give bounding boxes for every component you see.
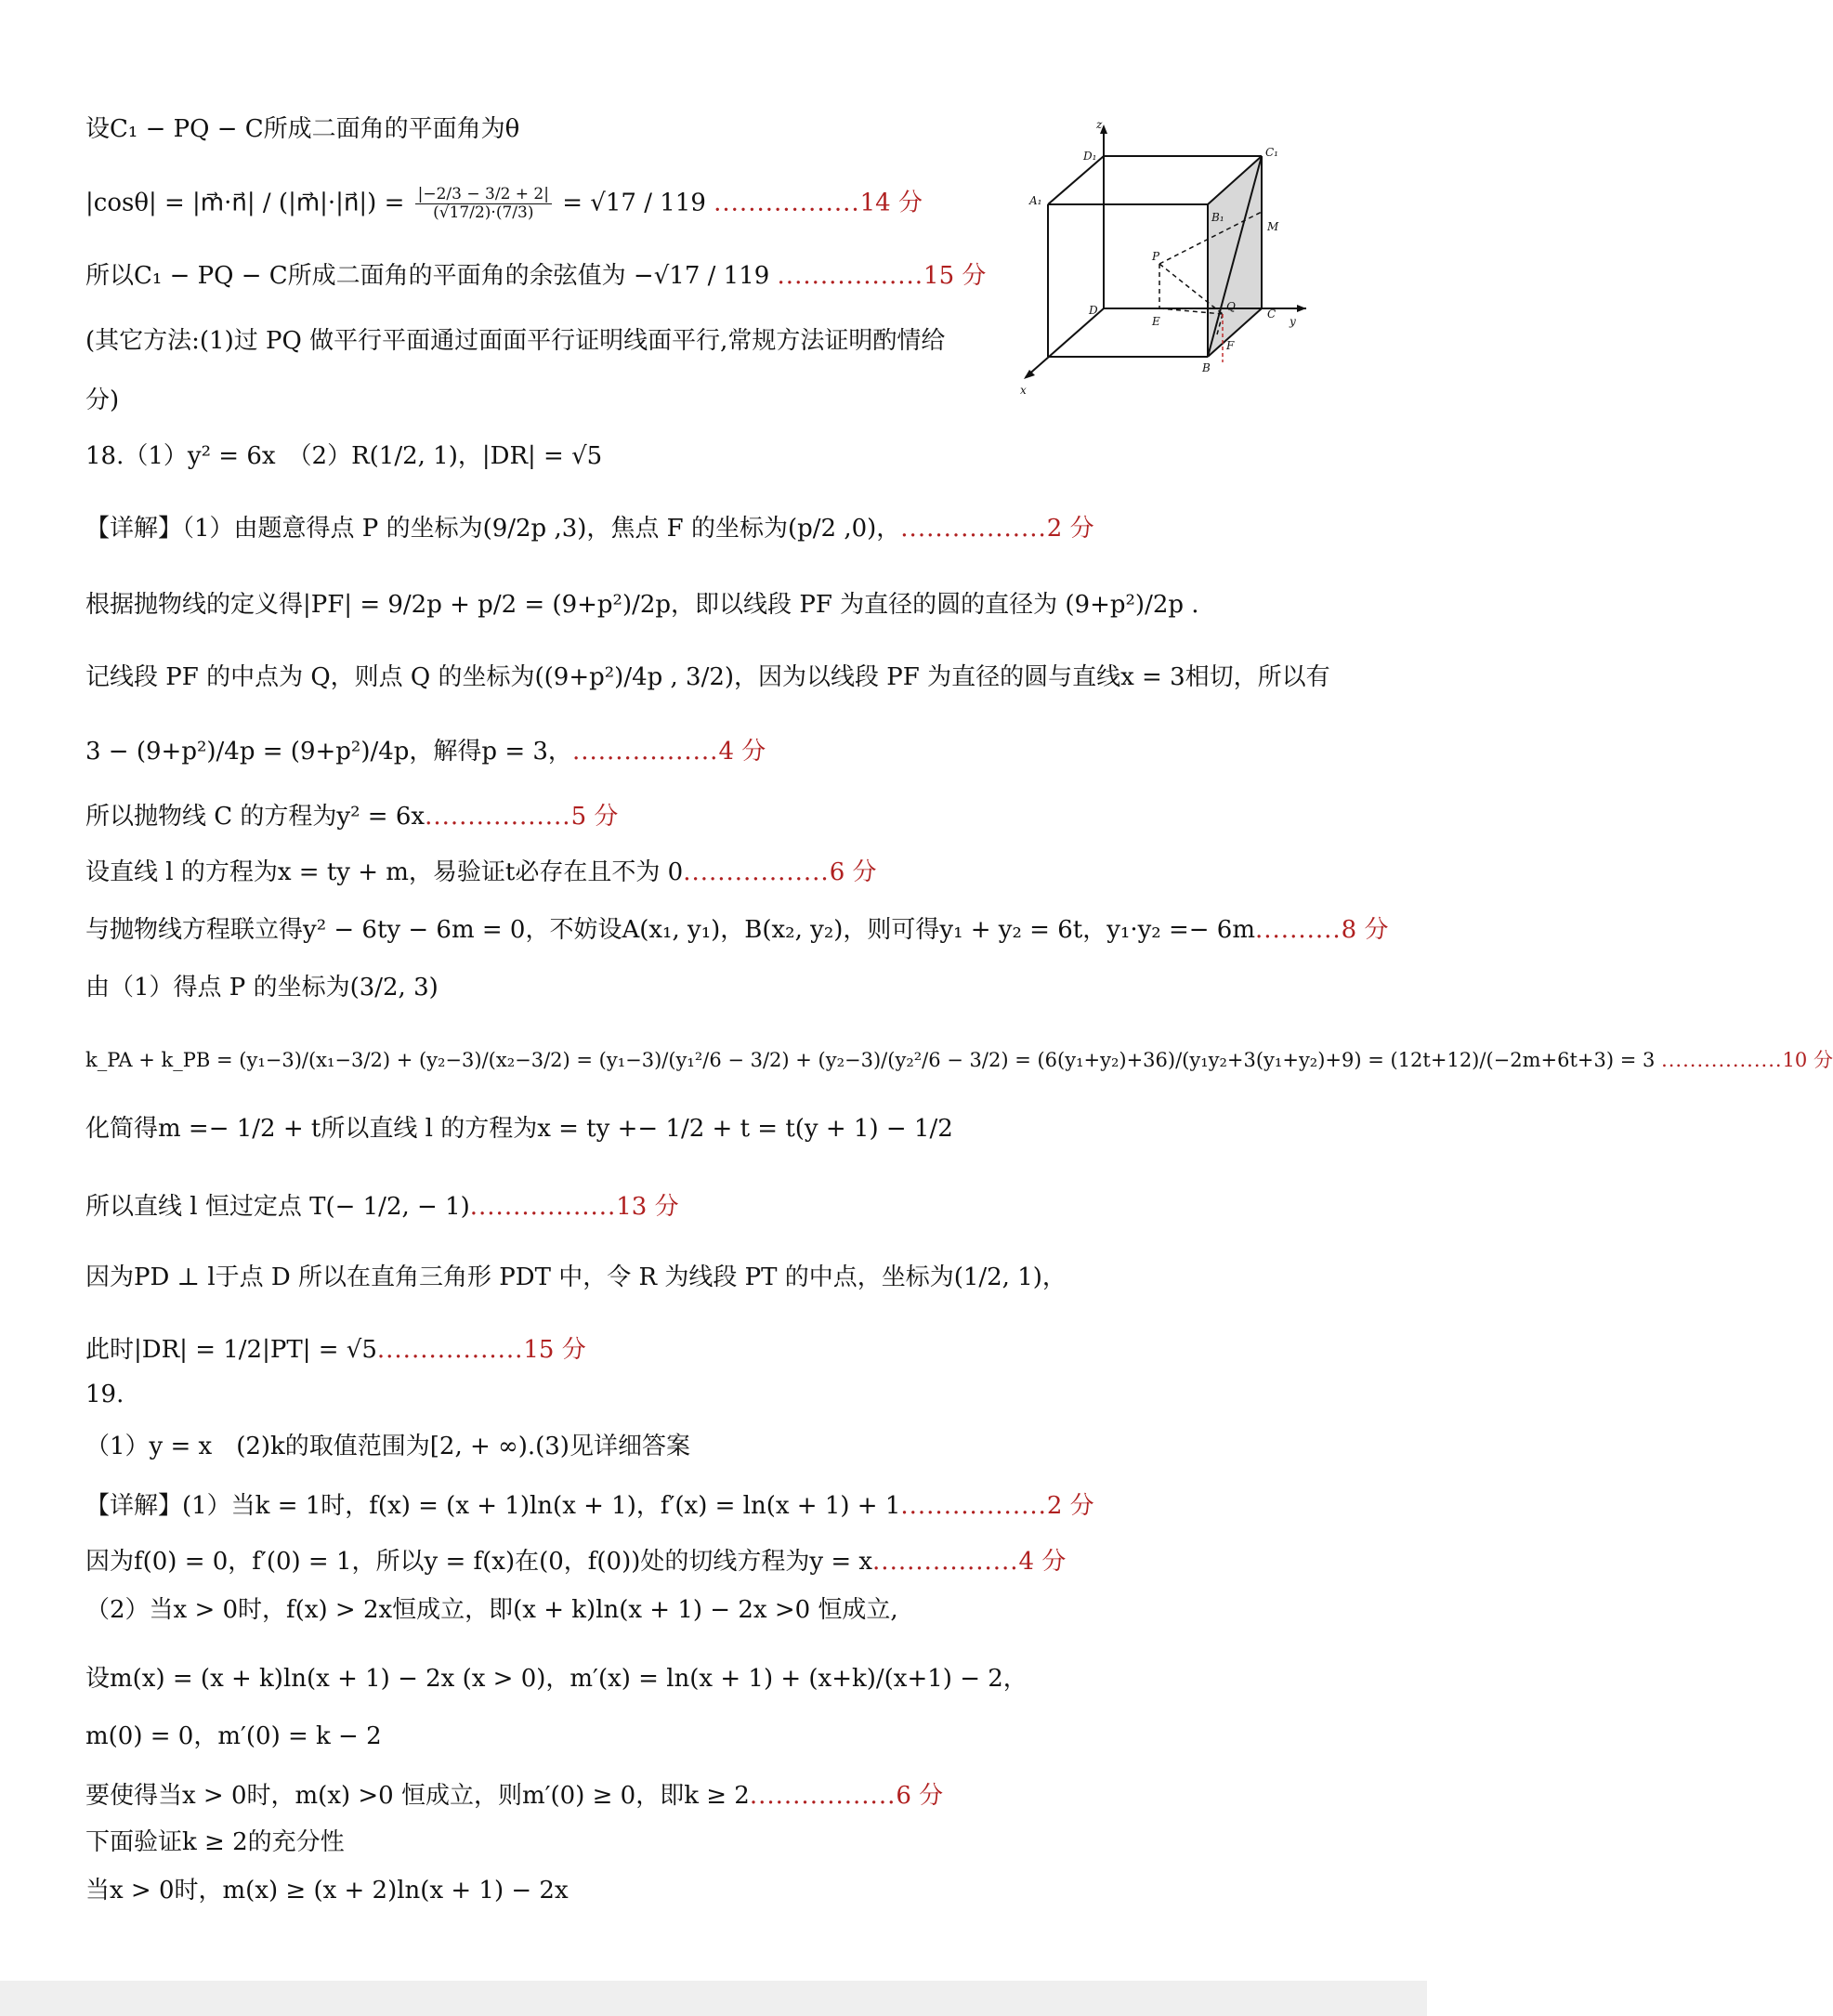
label-D1: D₁ — [1083, 150, 1097, 163]
cosine-value: −√17 / 119 — [633, 262, 770, 290]
score-5: 5 分 — [570, 803, 619, 831]
label-z: z — [1096, 118, 1103, 131]
line-q18-triangle: 因为PD ⊥ l于点 D 所以在直角三角形 PDT 中，令 R 为线段 PT 的中点，坐标为(1/2, 1)， — [85, 1263, 1067, 1291]
score-2: 2 分 — [1046, 515, 1094, 543]
line-q18-detail-1: 【详解】（1）由题意得点 P 的坐标为(9/2p ,3)，焦点 F 的坐标为(p/2 ,0)，.................2 分 — [85, 515, 1094, 543]
score-4b: 4 分 — [1018, 1548, 1067, 1576]
line-cos-theta — [85, 186, 923, 222]
label-Q: Q — [1226, 300, 1236, 313]
cos-theta-formula: |cosθ| = |m⃗·n⃗| / (|m⃗|·|n⃗|) = — [85, 189, 412, 217]
score-10: 10 分 — [1782, 1049, 1833, 1071]
label-C1: C₁ — [1265, 146, 1278, 159]
line-q19-answers: （1）y = x (2)k的取值范围为[2, + ∞).(3)见详细答案 — [85, 1433, 690, 1460]
label-y: y — [1290, 315, 1296, 328]
line-q19-inequality: 当x > 0时，m(x) ≥ (x + 2)ln(x + 1) − 2x — [85, 1877, 569, 1905]
line-q19-sufficiency: 下面验证k ≥ 2的充分性 — [85, 1828, 345, 1856]
line-q18-point-p: 由（1）得点 P 的坐标为(3/2, 3) — [85, 974, 439, 1001]
score-15: 15 分 — [923, 262, 987, 290]
label-D: D — [1089, 304, 1098, 317]
line-q18-parabola: 所以抛物线 C 的方程为y² = 6x.................5 分 — [85, 803, 619, 831]
line-q18-pf: 根据抛物线的定义得|PF| = 9/2p + p/2 = (9+p²)/2p，即以线段 PF 为直径的圆的直径为 (9+p²)/2p . — [85, 591, 1199, 619]
line-q19-part2: （2）当x > 0时，f(x) > 2x恒成立，即(x + k)ln(x + 1) − 2x >0 恒成立, — [85, 1596, 898, 1624]
score-8: 8 分 — [1341, 916, 1389, 944]
score-2b: 2 分 — [1046, 1492, 1094, 1520]
label-B1: B₁ — [1211, 211, 1224, 224]
cos-theta-middle-fraction: $\frac{|-2/3 - 3/2 + 2|}{(√17/2)\cdot(7/3)}$ — [415, 186, 552, 222]
page-bottom-strip — [0, 1981, 1427, 2016]
line-q18-midpoint: 记线段 PF 的中点为 Q，则点 Q 的坐标为((9+p²)/4p , 3/2)，因为以线段 PF 为直径的圆与直线x = 3相切，所以有 — [85, 663, 1330, 691]
line-q19-k-condition: 要使得当x > 0时，m(x) >0 恒成立，则m′(0) ≥ 0，即k ≥ 2.................6 分 — [85, 1782, 944, 1810]
line-cosine-value: 所以C₁ − PQ − C所成二面角的平面角的余弦值为 −√17 / 119 .................15 分 — [85, 262, 987, 290]
score-4: 4 分 — [718, 738, 766, 766]
line-other-method: (其它方法:(1)过 PQ 做平行平面通过面面平行证明线面平行,常规方法证明酌情给 — [85, 327, 946, 355]
line-q19-tangent: 因为f(0) = 0，f′(0) = 1，所以y = f(x)在(0，f(0))处的切线方程为y = x.................4 分 — [85, 1548, 1067, 1576]
line-q18-slopes: k_PA + k_PB = (y₁−3)/(x₁−3/2) + (y₂−3)/(x₂−3/2) = (y₁−3)/(y₁²/6 − 3/2) + (y₂−3)/(y₂²/6 − 3/2) = (6(y₁+y₂)+36)/(y₁y₂+3(y₁+y₂)+9) = (12t+12)/(−2m+6t+3) = 3 .................10 分 — [85, 1049, 1833, 1071]
line-q18-vieta: 与抛物线方程联立得y² − 6ty − 6m = 0，不妨设A(x₁, y₁)，B(x₂, y₂)，则可得y₁ + y₂ = 6t，y₁·y₂ =− 6m..........8 分 — [85, 916, 1389, 944]
label-x: x — [1020, 384, 1027, 397]
line-q18-dr: 此时|DR| = 1/2|PT| = √5.................15 分 — [85, 1336, 586, 1364]
line-q18-answers: 18.（1）y² = 6x （2）R(1/2, 1)，|DR| = √5 — [85, 442, 603, 470]
score-6b: 6 分 — [896, 1782, 944, 1810]
label-M: M — [1267, 220, 1279, 233]
label-A1: A₁ — [1029, 194, 1042, 207]
label-F: F — [1226, 339, 1235, 352]
line-q19-number: 19. — [85, 1381, 124, 1408]
cos-theta-result: = √17 / 119 — [562, 189, 706, 217]
line-other-method-cont: 分) — [85, 386, 120, 414]
line-q18-solve-p: 3 − (9+p²)/4p = (9+p²)/4p，解得p = 3，.................4 分 — [85, 738, 766, 766]
label-E: E — [1152, 315, 1160, 328]
label-C: C — [1267, 308, 1277, 321]
cube-figure — [1011, 119, 1308, 398]
line-dihedral-setup: 设C₁ − PQ − C所成二面角的平面角为θ — [85, 115, 520, 143]
line-q18-simplify: 化简得m =− 1/2 + t所以直线 l 的方程为x = ty +− 1/2 + t = t(y + 1) − 1/2 — [85, 1115, 953, 1143]
score-14: 14 分 — [859, 189, 923, 217]
line-q18-fixed-point: 所以直线 l 恒过定点 T(− 1/2, − 1).................13 分 — [85, 1193, 679, 1221]
score-6: 6 分 — [829, 858, 877, 886]
score-15b: 15 分 — [523, 1336, 586, 1364]
line-q18-line-l: 设直线 l 的方程为x = ty + m，易验证t必存在且不为 0.................6 分 — [85, 858, 877, 886]
dot-leader: ................. — [714, 189, 860, 217]
label-P: P — [1152, 250, 1160, 263]
line-q19-detail-1: 【详解】(1）当k = 1时，f(x) = (x + 1)ln(x + 1)，f′(x) = ln(x + 1) + 1.................2 分 — [85, 1492, 1094, 1520]
line-q19-m-def: 设m(x) = (x + k)ln(x + 1) − 2x (x > 0)，m′(x) = ln(x + 1) + (x+k)/(x+1) − 2， — [85, 1665, 1028, 1693]
label-B: B — [1202, 361, 1211, 374]
score-13: 13 分 — [616, 1193, 679, 1221]
line-q19-m0: m(0) = 0，m′(0) = k − 2 — [85, 1722, 382, 1750]
